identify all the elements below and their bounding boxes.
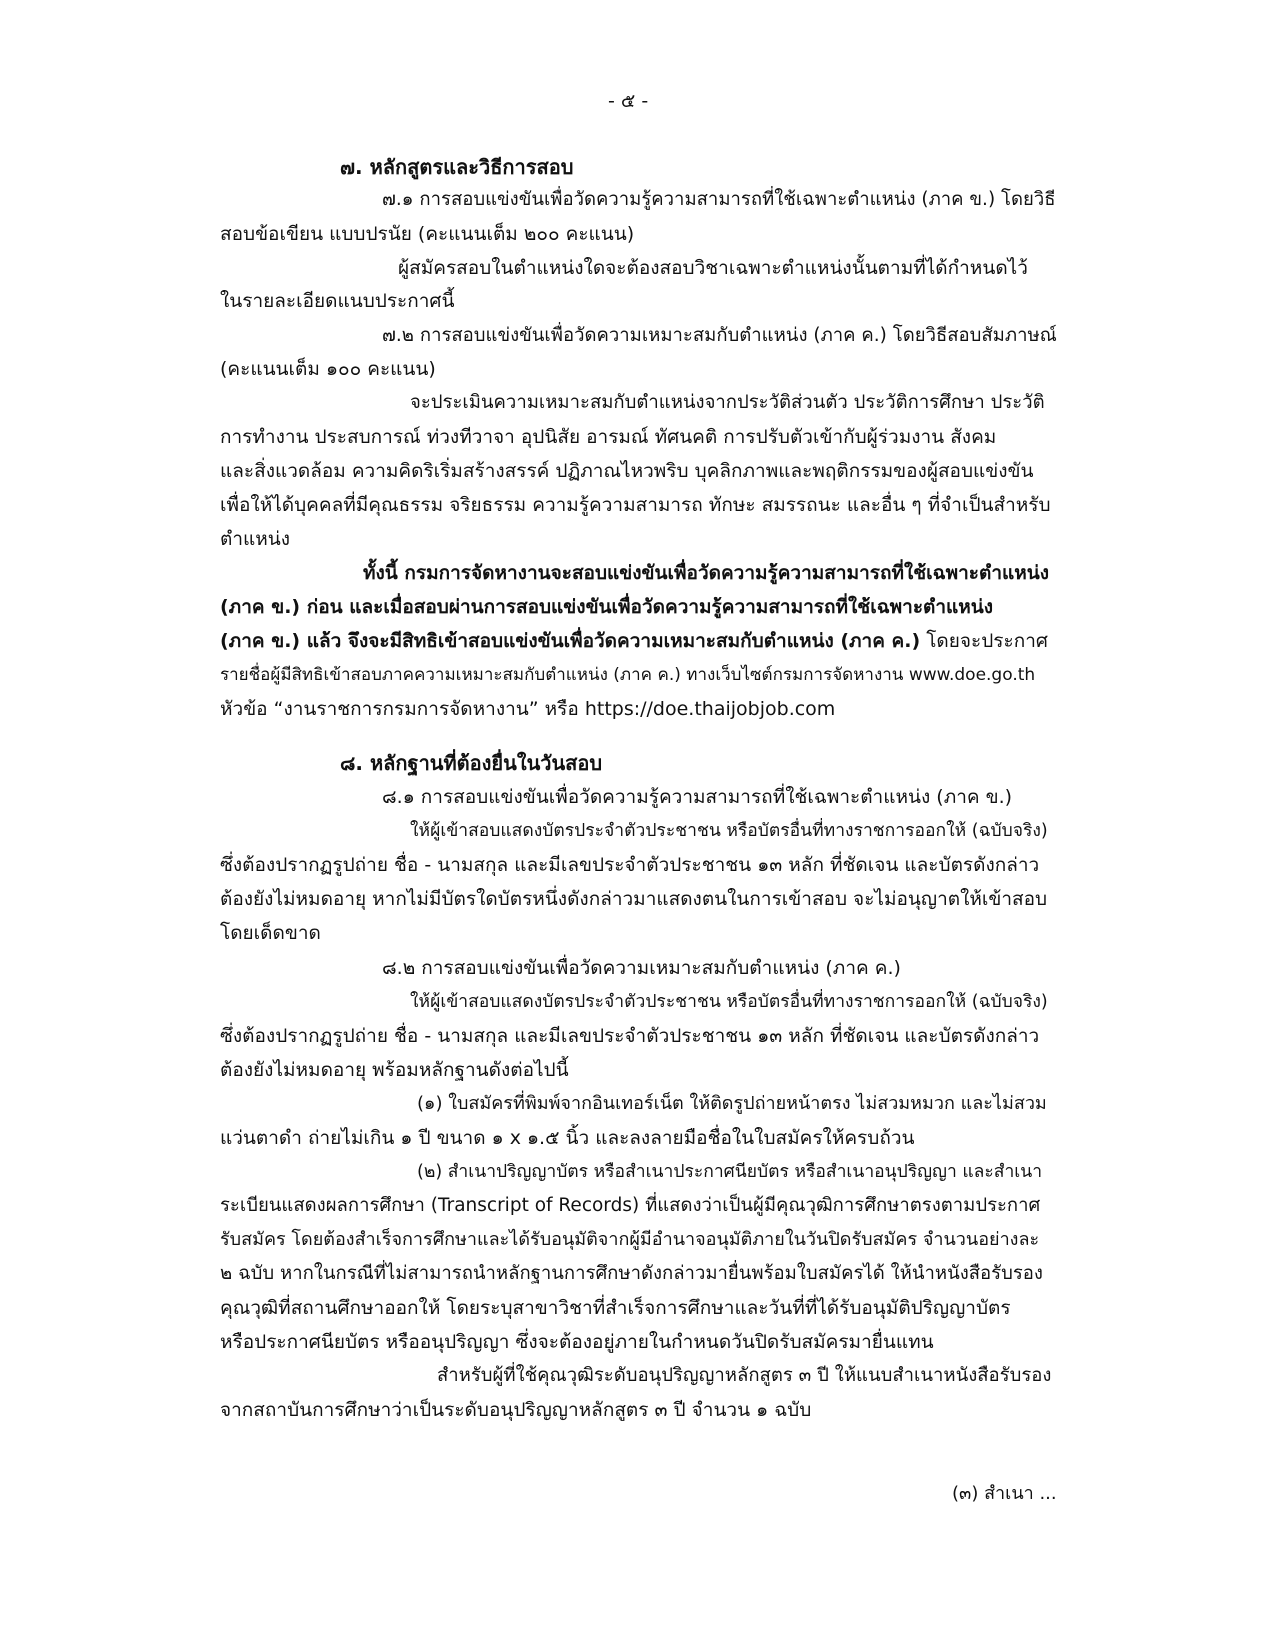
sub-1-line-2: แว่นตาดำ ถ่ายไม่เกิน ๑ ปี ขนาด ๑ x ๑.๕ นิ้ว และลงลายมือชื่อในใบสมัครให้ครบถ้วน (220, 1127, 915, 1149)
section-7-heading: ๗. หลักสูตรและวิธีการสอบ (340, 155, 574, 179)
item-8-2-text-line-2: ซึ่งต้องปรากฏรูปถ่าย ชื่อ - นามสกุล และมีเลขประจำตัวประชาชน ๑๓ หลัก ที่ชัดเจน และบัตรดังกล่าว (220, 1025, 1040, 1047)
note-rest-line-2: หัวข้อ “งานราชการกรมการจัดหางาน” หรือ https://doe.thaijobjob.com (220, 698, 836, 720)
section-8-heading: ๘. หลักฐานที่ต้องยื่นในวันสอบ (340, 751, 603, 775)
sub-2-line-1: (๒) สำเนาปริญญาบัตร หรือสำเนาประกาศนียบัตร หรือสำเนาอนุปริญญา และสำเนา (417, 1162, 1043, 1182)
sub-2-note-line-1: สำหรับผู้ที่ใช้คุณวุฒิระดับอนุปริญญาหลักสูตร ๓ ปี ให้แนบสำเนาหนังสือรับรอง (437, 1365, 1052, 1386)
item-7-2-line-1: ๗.๒ การสอบแข่งขันเพื่อวัดความเหมาะสมกับตำแหน่ง (ภาค ค.) โดยวิธีสอบสัมภาษณ์ (382, 325, 1057, 346)
sub-2-line-6: หรือประกาศนียบัตร หรืออนุปริญญา ซึ่งจะต้องอยู่ภายในกำหนดวันปิดรับสมัครมายื่นแทน (220, 1331, 934, 1353)
item-8-2: ๘.๒ การสอบแข่งขันเพื่อวัดความเหมาะสมกับตำแหน่ง (ภาค ค.) (382, 957, 901, 979)
item-7-2-note-line-5: ตำแหน่ง (220, 528, 291, 550)
bold-note-line-2: (ภาค ข.) ก่อน และเมื่อสอบผ่านการสอบแข่งขันเพื่อวัดความรู้ความสามารถที่ใช้เฉพาะตำแหน่ง (220, 596, 994, 618)
bold-note-line-3-tail: โดยจะประกาศ (920, 630, 1048, 652)
bold-note-line-3-bold: (ภาค ข.) แล้ว จึงจะมีสิทธิเข้าสอบแข่งขันเพื่อวัดความเหมาะสมกับตำแหน่ง (ภาค ค.) (220, 630, 921, 652)
sub-2-line-5: คุณวุฒิที่สถานศึกษาออกให้ โดยระบุสาขาวิชาที่สำเร็จการศึกษาและวันที่ที่ได้รับอนุมัติปริญญาบัตร (220, 1297, 1011, 1319)
continuation-marker: (๓) สำเนา ... (952, 1483, 1057, 1504)
sub-2-line-4: ๒ ฉบับ หากในกรณีที่ไม่สามารถนำหลักฐานการศึกษาดังกล่าวมายื่นพร้อมใบสมัครได้ ให้นำหนังสือรับรอง (220, 1263, 1043, 1284)
item-7-2-note-line-4: เพื่อให้ได้บุคคลที่มีคุณธรรม จริยธรรม ความรู้ความสามารถ ทักษะ สมรรถนะ และอื่น ๆ ที่จำเป็นสำหรับ (220, 494, 1051, 516)
item-8-1-text-line-2: ซึ่งต้องปรากฏรูปถ่าย ชื่อ - นามสกุล และมีเลขประจำตัวประชาชน ๑๓ หลัก ที่ชัดเจน และบัตรดังกล่าว (220, 854, 1040, 876)
item-7-1-line-2: สอบข้อเขียน แบบปรนัย (คะแนนเต็ม ๒๐๐ คะแนน) (220, 223, 635, 245)
sub-2-line-2: ระเบียนแสดงผลการศึกษา (Transcript of Records) ที่แสดงว่าเป็นผู้มีคุณวุฒิการศึกษาตรงตามประกาศ (220, 1195, 1041, 1216)
page-number: - ๕ - (608, 90, 649, 112)
item-7-1-note-line-2: ในรายละเอียดแนบประกาศนี้ (220, 290, 455, 312)
bold-note-line-1: ทั้งนี้ กรมการจัดหางานจะสอบแข่งขันเพื่อวัดความรู้ความสามารถที่ใช้เฉพาะตำแหน่ง (363, 562, 1050, 584)
sub-2-note-line-2: จากสถาบันการศึกษาว่าเป็นระดับอนุปริญญาหลักสูตร ๓ ปี จำนวน ๑ ฉบับ (220, 1399, 812, 1421)
bold-note-line-3 (220, 626, 1048, 656)
item-8-1: ๘.๑ การสอบแข่งขันเพื่อวัดความรู้ความสามารถที่ใช้เฉพาะตำแหน่ง (ภาค ข.) (382, 786, 1013, 808)
item-8-2-text-line-3: ต้องยังไม่หมดอายุ พร้อมหลักฐานดังต่อไปนี้ (220, 1059, 569, 1081)
item-8-1-text-line-3: ต้องยังไม่หมดอายุ หากไม่มีบัตรใดบัตรหนึ่งดังกล่าวมาแสดงตนในการเข้าสอบ จะไม่อนุญาตให้เข้าสอบ (220, 888, 1048, 910)
item-8-1-text-line-4: โดยเด็ดขาด (220, 922, 321, 944)
item-8-2-text-line-1: ให้ผู้เข้าสอบแสดงบัตรประจำตัวประชาชน หรือบัตรอื่นที่ทางราชการออกให้ (ฉบับจริง) (410, 992, 1048, 1012)
item-7-2-note-line-3: และสิ่งแวดล้อม ความคิดริเริ่มสร้างสรรค์ ปฏิภาณไหวพริบ บุคลิกภาพและพฤติกรรมของผู้สอบแข่งขัน (220, 460, 1034, 482)
item-8-1-text-line-1: ให้ผู้เข้าสอบแสดงบัตรประจำตัวประชาชน หรือบัตรอื่นที่ทางราชการออกให้ (ฉบับจริง) (410, 821, 1048, 841)
item-7-2-note-line-1: จะประเมินความเหมาะสมกับตำแหน่งจากประวัติส่วนตัว ประวัติการศึกษา ประวัติ (410, 392, 1045, 413)
sub-1-line-1: (๑) ใบสมัครที่พิมพ์จากอินเทอร์เน็ต ให้ติดรูปถ่ายหน้าตรง ไม่สวมหมวก และไม่สวม (417, 1093, 1047, 1114)
sub-2-line-3: รับสมัคร โดยต้องสำเร็จการศึกษาและได้รับอนุมัติจากผู้มีอำนาจอนุมัติภายในวันปิดรับสมัคร จำนวนอย่างละ (220, 1229, 1040, 1250)
item-7-2-note-line-2: การทำงาน ประสบการณ์ ท่วงทีวาจา อุปนิสัย อารมณ์ ทัศนคติ การปรับตัวเข้ากับผู้ร่วมงาน สังคม (220, 426, 997, 448)
note-rest-line-1: รายชื่อผู้มีสิทธิเข้าสอบภาคความเหมาะสมกับตำแหน่ง (ภาค ค.) ทางเว็บไซต์กรมการจัดหางาน www.doe.go.th (220, 665, 1036, 685)
item-7-1-note-line-1: ผู้สมัครสอบในตำแหน่งใดจะต้องสอบวิชาเฉพาะตำแหน่งนั้นตามที่ได้กำหนดไว้ (398, 257, 1028, 279)
item-7-2-line-2: (คะแนนเต็ม ๑๐๐ คะแนน) (220, 358, 436, 380)
item-7-1-line-1: ๗.๑ การสอบแข่งขันเพื่อวัดความรู้ความสามารถที่ใช้เฉพาะตำแหน่ง (ภาค ข.) โดยวิธี (382, 189, 1056, 210)
